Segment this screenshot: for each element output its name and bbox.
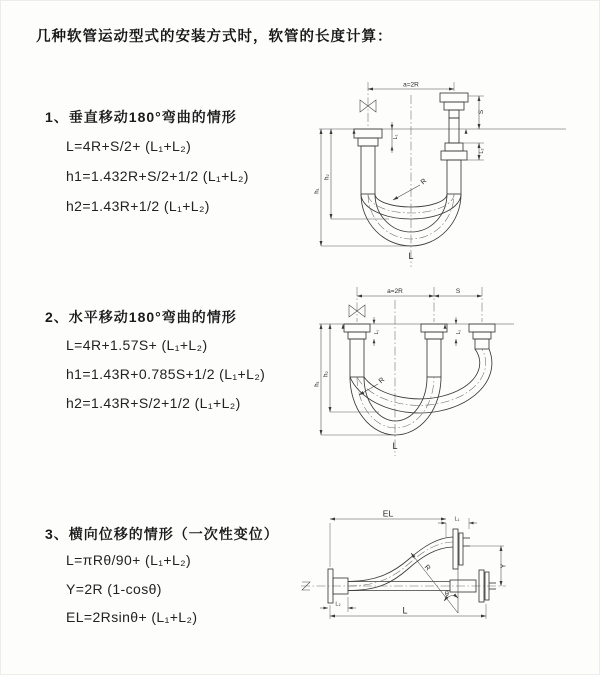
dimension-l2 — [455, 317, 462, 346]
diagram-lateral-displacement — [299, 509, 597, 644]
dim-l2-label: L₂ — [456, 329, 462, 335]
dimension-l1 — [373, 317, 380, 346]
dimension-h1 — [315, 129, 412, 246]
section2-heading: 2、水平移动180°弯曲的情形 — [45, 309, 237, 325]
dimension-h2 — [324, 324, 380, 412]
dim-l2-label: L₂ — [335, 601, 341, 608]
dimension-s — [468, 96, 485, 129]
section3-heading: 3、横向位移的情形（一次性变位） — [45, 526, 279, 542]
dimension-l1 — [438, 517, 477, 530]
dimension-l — [330, 601, 486, 619]
centerline — [301, 582, 506, 590]
curved-hose-displaced-position — [348, 537, 453, 591]
dim-s-label: S — [478, 109, 485, 115]
reference-line — [319, 129, 566, 134]
dimension-el — [330, 509, 446, 567]
dimension-l1 — [391, 122, 399, 153]
radius-and-angle — [411, 553, 458, 613]
dimension-a2r — [368, 82, 454, 90]
dim-l1-label: L₁ — [374, 329, 380, 335]
hose-u-bends — [350, 349, 492, 435]
pipe-middle — [421, 324, 447, 377]
section1-heading: 1、垂直移动180°弯曲的情形 — [45, 109, 237, 125]
pipe-left — [354, 129, 382, 194]
length-label: L — [392, 441, 398, 451]
pipe-right — [440, 93, 468, 194]
pipe-left — [344, 324, 370, 377]
section1-formula-h1: h1=1.432R+S/2+1/2 (L₁+L₂) — [66, 168, 249, 184]
section2-formula-h1: h1=1.43R+0.785S+1/2 (L₁+L₂) — [66, 366, 266, 382]
diagram1-drawing — [314, 79, 586, 269]
section1-formula-L: L=4R+S/2+ (L₁+L₂) — [66, 138, 192, 154]
dimension-l2 — [320, 597, 356, 612]
dim-h1-label: h₁ — [314, 381, 321, 387]
section3-formula-L: L=πRθ/90+ (L₁+L₂) — [66, 552, 192, 568]
diagram-horizontal-180-bend — [314, 284, 596, 459]
section3-formula-Y: Y=2R (1-cosθ) — [66, 581, 162, 597]
section2-formula-L: L=4R+1.57S+ (L₁+L₂) — [66, 337, 208, 353]
diagram3-drawing — [299, 509, 597, 644]
dim-h2-label: h₂ — [324, 174, 331, 180]
angle-label: θ — [445, 591, 449, 598]
pipe-right-moved — [469, 324, 495, 349]
diagram-vertical-180-bend — [314, 79, 586, 269]
dimension-a2r — [357, 288, 434, 296]
dim-a2r-label: a=2R — [403, 81, 419, 89]
section3-formula-EL: EL=2Rsinθ+ (L₁+L₂) — [66, 609, 198, 625]
dim-l2-label: L₂ — [479, 148, 485, 154]
section1-formula-h2: h2=1.43R+1/2 (L₁+L₂) — [66, 198, 210, 214]
radius-label: R — [422, 563, 432, 573]
dimension-h2 — [325, 129, 390, 219]
length-label: L — [408, 251, 414, 261]
dimension-s — [434, 288, 482, 296]
radius-leader — [393, 178, 428, 200]
dim-l1-label: L₁ — [393, 134, 399, 140]
dim-el-label: EL — [382, 509, 394, 519]
dim-a2r-label: a=2R — [387, 288, 403, 295]
reference-line — [319, 324, 514, 329]
dim-y-label: Y — [500, 563, 508, 569]
dimension-l2 — [461, 143, 485, 160]
page-title: 几种软管运动型式的安装方式时，软管的长度计算： — [36, 29, 393, 45]
dim-l1-label: L₁ — [454, 516, 460, 523]
section2-formula-h2: h2=1.43R+S/2+1/2 (L₁+L₂) — [66, 395, 241, 411]
dim-h2-label: h₂ — [323, 371, 330, 377]
length-label: L — [402, 605, 408, 616]
dim-s-label: S — [455, 288, 461, 295]
flange-upper-right — [453, 529, 470, 569]
centerlines — [357, 287, 482, 456]
dim-h1-label: h₁ — [314, 188, 321, 194]
diagram2-drawing — [314, 284, 596, 459]
radius-label: R — [377, 376, 387, 386]
radius-label: R — [419, 177, 429, 187]
